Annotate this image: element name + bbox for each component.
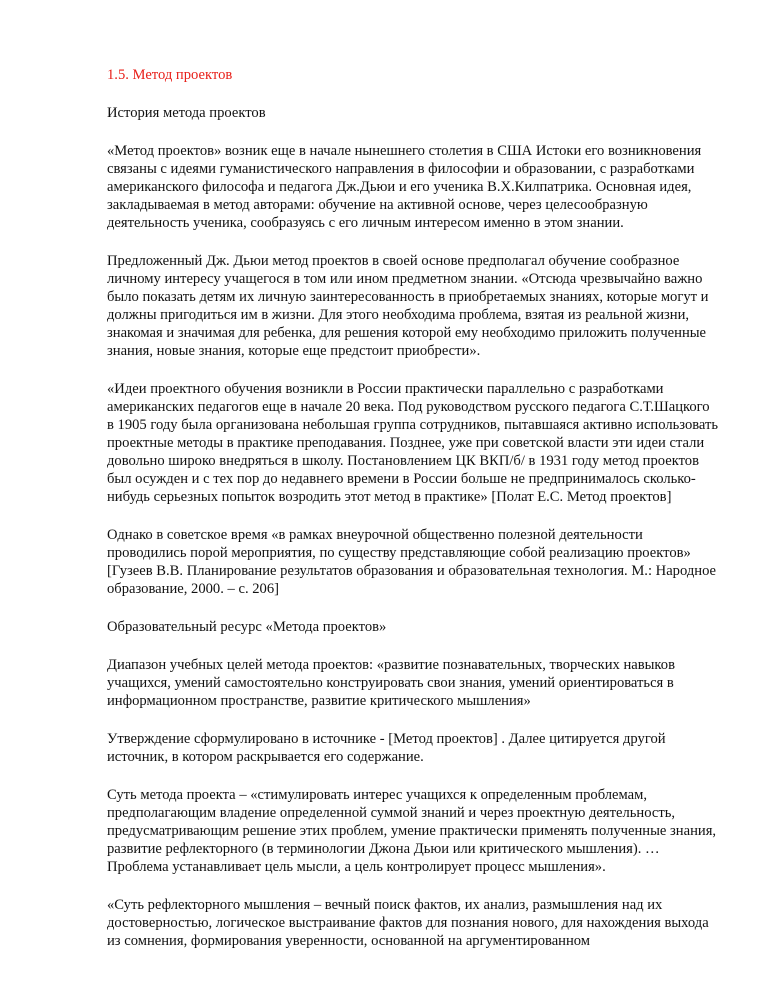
paragraph-russia: «Идеи проектного обучения возникли в России практически параллельно с разработками американских педагогов еще в начале 20 века. Под руководством русского педагога С.Т.Шацкого в 1905 году была организована небольшая группа сотрудников, пытавшаяся активно использовать проектные методы в практике преподавания. Позднее, уже при советской власти эти идеи стали довольно широко внедряться в школу. Постановлением ЦК ВКП/б/ в 1931 году метод проектов был осужден и с тех пор до недавнего времени в России больше не предпринималось сколько-нибудь серьезных попыток возродить этот метод в практике» [Полат Е.С. Метод проектов]	[107, 381, 719, 505]
paragraph-origin: «Метод проектов» возник еще в начале нынешнего столетия в США Истоки его возникновения связаны с идеями гуманистического направления в философии и образовании, с разработками американского философа и педагога Дж.Дьюи и его ученика В.Х.Килпатрика. Основная идея, закладываемая в метод авторами: обучение на активной основе, через целесообразную деятельность ученика, сообразуясь с его личным интересом именно в этом знании.	[107, 143, 702, 231]
document-page	[107, 66, 719, 970]
subheading-history: История метода проектов	[107, 105, 266, 121]
section-heading: 1.5. Метод проектов	[107, 67, 233, 83]
paragraph-dewey: Предложенный Дж. Дьюи метод проектов в своей основе предполагал обучение сообразное личному интересу учащегося в том или ином предметном знании. «Отсюда чрезвычайно важно было показать детям их личную заинтересованность в приобретаемых знаниях, которые могут и должны пригодиться им в жизни. Для этого необходима проблема, взятая из реальной жизни, знакомая и значимая для ребенка, для решения которой ему необходимо приложить полученные знания, новые знания, которые еще предстоит приобрести».	[107, 253, 709, 359]
subheading-resource: Образовательный ресурс «Метода проектов»	[107, 619, 387, 635]
paragraph-essence: Суть метода проекта – «стимулировать интерес учащихся к определенным проблемам, предполагающим владение определенной суммой знаний и через проектную деятельность, предусматривающим решение этих проблем, умение практически применять полученные знания, развитие рефлекторного (в терминологии Джона Дьюи или критического мышления). … Проблема устанавливает цель мысли, а цель контролирует процесс мышления».	[107, 787, 717, 875]
paragraph-soviet: Однако в советское время «в рамках внеурочной общественно полезной деятельности проводились порой мероприятия, по существу представляющие собой реализацию проектов» [Гузеев В.В. Планирование результатов образования и образовательная технология. М.: Народное образование, 2000. – с. 206]	[107, 527, 717, 597]
paragraph-reflective: «Суть рефлекторного мышления – вечный поиск фактов, их анализ, размышления над их достоверностью, логическое выстраивание фактов для познания нового, для нахождения выхода из сомнения, формирования уверенности, основанной на аргументированном	[107, 897, 709, 949]
paragraph-goals: Диапазон учебных целей метода проектов: «развитие познавательных, творческих навыков учащихся, умений самостоятельно конструировать свои знания, умений ориентироваться в информационном пространстве, развитие критического мышления»	[107, 657, 675, 709]
paragraph-statement: Утверждение сформулировано в источнике - [Метод проектов] . Далее цитируется другой источник, в котором раскрывается его содержание.	[107, 731, 666, 765]
